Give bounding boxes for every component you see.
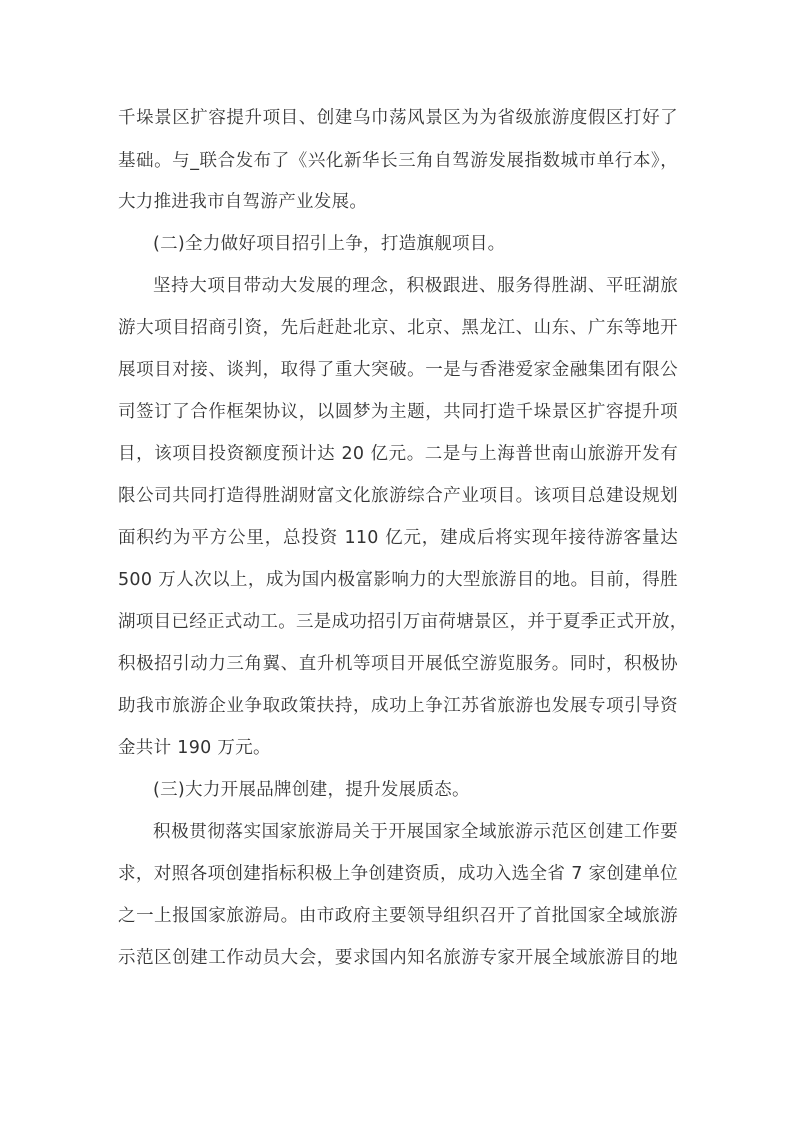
paragraph-line: 千垛景区扩容提升项目、创建乌巾荡风景区为为省级旅游度假区打好了 bbox=[118, 108, 678, 128]
paragraph-line: 面积约为平方公里，总投资 110 亿元，建成后将实现年接待游客量达 bbox=[118, 528, 678, 548]
paragraph-line: 500 万人次以上，成为国内极富影响力的大型旅游目的地。目前，得胜 bbox=[118, 570, 678, 590]
paragraph-line: 积极贯彻落实国家旅游局关于开展国家全域旅游示范区创建工作要 bbox=[153, 822, 678, 842]
paragraph-line: 之一上报国家旅游局。由市政府主要领导组织召开了首批国家全域旅游 bbox=[118, 906, 678, 926]
paragraph-line: 金共计 190 万元。 bbox=[118, 738, 271, 758]
paragraph-line: 示范区创建工作动员大会，要求国内知名旅游专家开展全域旅游目的地 bbox=[118, 948, 678, 968]
section-heading: (二)全力做好项目招引上争，打造旗舰项目。 bbox=[153, 234, 506, 254]
paragraph-line: 坚持大项目带动大发展的理念，积极跟进、服务得胜湖、平旺湖旅 bbox=[153, 276, 678, 296]
paragraph-line: 积极招引动力三角翼、直升机等项目开展低空游览服务。同时，积极协 bbox=[118, 654, 678, 674]
paragraph-line: 游大项目招商引资，先后赶赴北京、北京、黑龙江、山东、广东等地开 bbox=[118, 318, 678, 338]
paragraph-line: 展项目对接、谈判，取得了重大突破。一是与香港爱家金融集团有限公 bbox=[118, 360, 678, 380]
paragraph-line: 大力推进我市自驾游产业发展。 bbox=[118, 192, 368, 212]
paragraph-line: 司签订了合作框架协议，以圆梦为主题，共同打造千垛景区扩容提升项 bbox=[118, 402, 678, 422]
paragraph-line: 目，该项目投资额度预计达 20 亿元。二是与上海普世南山旅游开发有 bbox=[118, 444, 678, 464]
paragraph-line: 助我市旅游企业争取政策扶持，成功上争江苏省旅游也发展专项引导资 bbox=[118, 696, 678, 716]
paragraph-line: 求，对照各项创建指标积极上争创建资质，成功入选全省 7 家创建单位 bbox=[118, 864, 678, 884]
paragraph-line: 限公司共同打造得胜湖财富文化旅游综合产业项目。该项目总建设规划 bbox=[118, 486, 678, 506]
paragraph-line: 湖项目已经正式动工。三是成功招引万亩荷塘景区，并于夏季正式开放， bbox=[118, 612, 688, 632]
paragraph-line: 基础。与_联合发布了《兴化新华长三角自驾游发展指数城市单行本》， bbox=[118, 151, 678, 171]
section-heading: (三)大力开展品牌创建，提升发展质态。 bbox=[153, 780, 470, 800]
